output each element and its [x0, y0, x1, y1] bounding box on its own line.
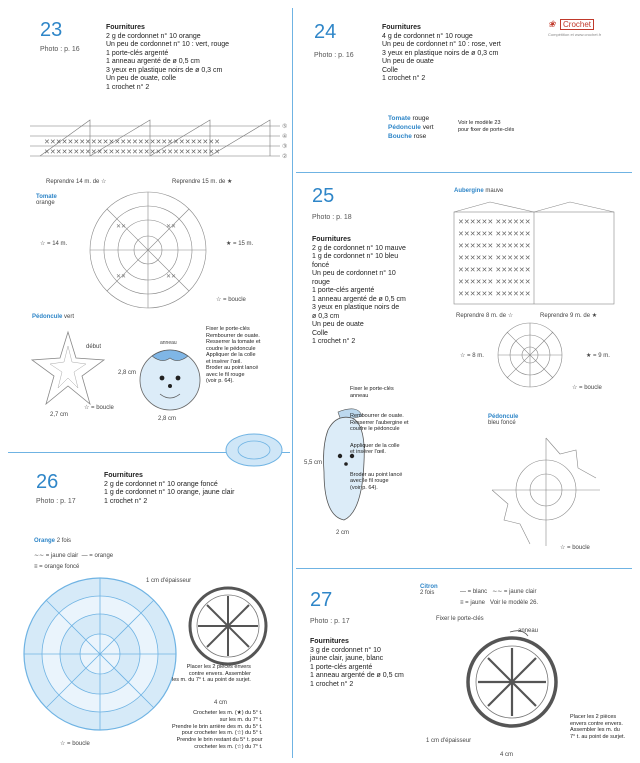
supply-item: jaune clair, jaune, blanc	[310, 655, 384, 662]
loop-note: ☆ = boucle	[572, 385, 602, 391]
instruction-line: Appliquer de la colle	[206, 352, 256, 358]
loop-note: ☆ = boucle	[60, 741, 90, 747]
ring-label: anneau	[160, 340, 177, 346]
note-line: Crocheter les m. (★) du 5° t.	[193, 710, 263, 716]
repeat-left-note: Reprendre 8 m. de ☆	[456, 313, 514, 319]
section-27-number: 27	[310, 589, 333, 611]
orange-slice-decoration	[222, 430, 286, 470]
supply-item: Un peu de cordonnet n° 10 : rose, vert	[382, 41, 501, 48]
orange-label: Orange 2 fois	[34, 538, 72, 544]
supply-item: ø 0,3 cm	[312, 312, 340, 320]
supplies-heading: Fournitures	[382, 24, 421, 31]
supply-item: Colle	[382, 66, 398, 74]
instruction-line: Fixer le porte-clés	[350, 386, 394, 392]
citron-label: Citron 2 fois	[420, 584, 438, 596]
instruction-line: Resserrer l'aubergine et	[350, 419, 409, 426]
svg-text:✕✕✕✕✕✕ ✕✕✕✕✕✕: ✕✕✕✕✕✕ ✕✕✕✕✕✕	[458, 278, 531, 286]
section-25-number: 25	[312, 185, 335, 207]
svg-text:✕✕✕✕✕✕ ✕✕✕✕✕✕: ✕✕✕✕✕✕ ✕✕✕✕✕✕	[458, 266, 531, 274]
brand-name: Crochet	[560, 19, 594, 30]
supply-item: 3 yeux en plastique noirs de ø 0,3 cm	[382, 49, 499, 57]
orange-crochet-notes	[172, 710, 263, 751]
svg-text:✕✕: ✕✕	[116, 224, 127, 230]
thickness-note: 1 cm d'épaisseur	[426, 738, 472, 744]
section-26-photo-ref: Photo : p. 17	[36, 498, 76, 505]
note-line: Prendre le brin restant du 5° t. pour	[176, 737, 263, 744]
instruction-line: avec le fil rouge	[350, 478, 389, 484]
section-27-supplies	[310, 638, 404, 689]
supply-item: Un peu de ouate	[312, 321, 364, 328]
orange-round-chart	[20, 574, 180, 734]
supplies-heading: Fournitures	[312, 236, 351, 243]
svg-text:✕✕✕✕✕✕ ✕✕✕✕✕✕: ✕✕✕✕✕✕ ✕✕✕✕✕✕	[458, 230, 531, 238]
instruction-line: Broder au point lancé	[350, 471, 403, 478]
supply-item: 2 g de cordonnet n° 10 orange foncé	[104, 480, 218, 488]
section-23-number: 23	[40, 19, 63, 41]
start-note: début	[86, 344, 102, 350]
height-note: 2,8 cm	[118, 370, 137, 376]
note-line: Voir le modèle 23	[458, 120, 501, 126]
legend-row: — = blanc ∼∼ = jaune clair	[460, 589, 537, 595]
divider-25-27	[296, 568, 632, 569]
svg-text:⑤: ⑤	[282, 124, 288, 130]
tomato-row-chart	[30, 116, 290, 172]
note-line: contre envers. Assembler	[188, 670, 251, 677]
supply-item: 2 g de cordonnet n° 10 orange	[106, 32, 201, 40]
supply-item: 1 anneau argenté de ø 0,5 cm	[310, 672, 404, 679]
note-line: 7° t. au point de surjet.	[570, 733, 626, 740]
ring-label: anneau	[518, 628, 539, 634]
width-note: 2 cm	[336, 530, 350, 536]
svg-text:✕✕✕✕✕✕✕✕✕✕✕✕✕✕✕✕✕✕✕✕✕✕✕✕✕✕✕✕✕✕: ✕✕✕✕✕✕✕✕✕✕✕✕✕✕✕✕✕✕✕✕✕✕✕✕✕✕✕✕✕✕	[44, 148, 220, 156]
right-count-note: ★ = 15 m.	[226, 241, 254, 247]
note-line: Placer les 2 pièces envers	[186, 664, 251, 670]
note-line: envers contre envers.	[570, 720, 623, 727]
instruction-line: coudre le pédoncule	[206, 345, 256, 352]
supply-item: 1 anneau argenté de ø 0,5 cm	[106, 58, 200, 65]
note-line: les m. du 7° t. au point de surjet.	[172, 677, 251, 683]
instruction-line: coudre le pédoncule	[350, 426, 400, 432]
supply-item: 4 g de cordonnet n° 10 rouge	[382, 32, 473, 40]
svg-text:③: ③	[282, 144, 288, 150]
tomato-round-chart	[80, 188, 220, 312]
repeat-left-note: Reprendre 14 m. de ☆	[46, 179, 107, 185]
section-24-note	[458, 120, 514, 134]
orange-wheel-illustration	[186, 584, 270, 668]
aubergine-label: Aubergine mauve	[454, 188, 504, 194]
aubergine-instructions	[350, 386, 409, 491]
divider-24-25	[296, 172, 632, 173]
instruction-line: Resserrer la tomate et	[206, 339, 261, 345]
section-27-photo-ref: Photo : p. 17	[310, 618, 350, 625]
note-line: pour crocheter les m. (☆) du 5° t.	[181, 730, 263, 737]
supplies-heading: Fournitures	[104, 472, 143, 479]
section-24-number: 24	[314, 21, 337, 43]
width2-note: 2,8 cm	[158, 416, 177, 422]
repeat-right-note: Reprendre 9 m. de ★	[540, 313, 598, 319]
section-24-photo-ref: Photo : p. 16	[314, 52, 354, 59]
instruction-line: et insérer l'œil.	[206, 358, 242, 365]
supply-item: 1 porte-clés argenté	[106, 49, 169, 57]
loop2-note: ☆ = boucle	[560, 545, 590, 551]
legend-row: ≡ = jaune Voir le modèle 26.	[460, 600, 539, 606]
note-line: Assembler les m. du	[570, 727, 620, 733]
supply-item: Un peu de ouate	[382, 58, 434, 65]
lemon-wheel-illustration	[462, 626, 562, 730]
supply-item: rouge	[312, 278, 330, 286]
section-24-colors	[388, 114, 434, 141]
supply-item: Un peu de ouate, colle	[106, 75, 177, 82]
supply-item: 3 g de cordonnet n° 10	[310, 646, 381, 654]
column-divider	[292, 8, 293, 758]
instruction-line: Appliquer de la colle	[350, 442, 400, 449]
supply-item: 1 porte-clés argenté	[312, 287, 375, 294]
aubergine-round-chart	[492, 320, 568, 390]
legend-row: ≡ = orange foncé	[34, 564, 80, 570]
supply-item: Un peu de cordonnet n° 10	[312, 270, 396, 277]
svg-text:✕✕✕✕✕✕✕✕✕✕✕✕✕✕✕✕✕✕✕✕✕✕✕✕✕✕✕✕✕✕: ✕✕✕✕✕✕✕✕✕✕✕✕✕✕✕✕✕✕✕✕✕✕✕✕✕✕✕✕✕✕	[44, 138, 220, 146]
left-count-note: ☆ = 14 m.	[40, 241, 68, 247]
svg-text:②: ②	[282, 154, 288, 160]
peduncle-label: Pédoncule bleu foncé	[488, 414, 519, 426]
instruction-line: et insérer l'œil.	[350, 449, 386, 455]
instruction-line: (voir p. 64).	[350, 484, 378, 491]
section-23-supplies	[106, 24, 229, 92]
lemon-assemble-note	[570, 714, 625, 740]
peduncle-star-chart	[30, 330, 110, 408]
repeat-right-note: Reprendre 15 m. de ★	[172, 179, 233, 185]
right-count-note: ★ = 9 m.	[586, 353, 610, 359]
loop2-note: ☆ = boucle	[84, 405, 114, 411]
aubergine-grid-chart	[450, 200, 622, 308]
loop-note: ☆ = boucle	[216, 297, 246, 303]
svg-text:✕✕✕✕✕✕ ✕✕✕✕✕✕: ✕✕✕✕✕✕ ✕✕✕✕✕✕	[458, 254, 531, 262]
instruction-line: anneau	[350, 392, 369, 399]
color-row: Pédoncule vert	[388, 124, 434, 131]
svg-text:✕✕: ✕✕	[116, 274, 127, 280]
note-line: Placer les 2 pièces	[570, 714, 617, 720]
orange-assemble-note	[172, 664, 251, 684]
supply-item: 1 crochet n° 2	[106, 83, 150, 91]
instruction-line: Rembourrer de ouate.	[206, 332, 260, 339]
instruction-line: Rembourrer de ouate.	[350, 413, 404, 419]
supplies-heading: Fournitures	[310, 638, 349, 645]
color-row: Tomate rouge	[388, 115, 430, 122]
tomato-character-illustration	[130, 334, 214, 418]
instruction-line: (voir p. 64).	[206, 378, 234, 384]
svg-text:✕✕✕✕✕✕ ✕✕✕✕✕✕: ✕✕✕✕✕✕ ✕✕✕✕✕✕	[458, 290, 531, 298]
supplies-heading: Fournitures	[106, 24, 145, 31]
svg-text:✕✕: ✕✕	[166, 224, 177, 230]
instruction-line: Broder au point lancé	[206, 365, 259, 371]
svg-text:✕✕✕✕✕✕ ✕✕✕✕✕✕: ✕✕✕✕✕✕ ✕✕✕✕✕✕	[458, 218, 531, 226]
brand-logo: ❀ Crochet Compétition et www.crochet.fr	[548, 14, 632, 37]
left-count-note: ☆ = 8 m.	[460, 353, 484, 359]
supply-item: 1 crochet n° 2	[382, 75, 426, 82]
width-note: 4 cm	[214, 700, 228, 706]
supply-item: foncé	[312, 261, 330, 269]
supply-item: 1 crochet n° 2	[104, 497, 148, 505]
peduncle-label: Pédoncule vert	[32, 314, 75, 320]
svg-text:④: ④	[282, 134, 288, 140]
section-24-supplies	[382, 24, 501, 84]
aubergine-peduncle-chart	[486, 434, 606, 554]
section-26-supplies	[104, 472, 234, 506]
instruction-line: avec le fil rouge	[206, 371, 245, 378]
supply-item: 1 anneau argenté de ø 0,5 cm	[312, 295, 406, 303]
width-note: 4 cm	[500, 752, 514, 758]
section-25-supplies	[312, 236, 406, 347]
color-row: Bouche rose	[388, 133, 427, 140]
section-26-number: 26	[36, 471, 59, 493]
supply-item: 1 g de cordonnet n° 10 orange, jaune clair	[104, 489, 235, 496]
fix-keyring-note: Fixer le porte-clés	[436, 616, 484, 622]
svg-text:✕✕: ✕✕	[166, 274, 177, 280]
note-line: Prendre le brin arrière des m. du 5° t.	[172, 723, 263, 730]
tomato-label: Tomate orange	[36, 194, 57, 206]
legend-row: ∼∼ = jaune clair — = orange	[34, 553, 114, 559]
tomato-instructions	[206, 326, 260, 385]
thickness-note: 1 cm d'épaisseur	[146, 578, 192, 584]
note-line: sur les m. du 7° t.	[219, 716, 263, 723]
width-note: 2,7 cm	[50, 412, 69, 418]
supply-item: Colle	[312, 329, 328, 337]
supply-item: Un peu de cordonnet n° 10 : vert, rouge	[106, 41, 230, 48]
note-line: crocheter les m. (☆) du 7° t.	[194, 743, 263, 750]
supply-item: 3 yeux en plastique noirs de ø 0,3 cm	[106, 66, 223, 74]
height-note: 5,5 cm	[304, 460, 323, 466]
supply-item: 1 g de cordonnet n° 10 bleu	[312, 253, 399, 260]
supply-item: 1 crochet n° 2	[312, 338, 356, 345]
supply-item: 1 crochet n° 2	[310, 680, 354, 688]
supply-item: 3 yeux en plastique noirs de	[312, 304, 400, 311]
instruction-line: Fixer le porte-clés	[206, 326, 250, 332]
note-line: pour fixer de porte-clés	[458, 127, 515, 133]
supply-item: 2 g de cordonnet n° 10 mauve	[312, 244, 406, 252]
svg-text:✕✕✕✕✕✕ ✕✕✕✕✕✕: ✕✕✕✕✕✕ ✕✕✕✕✕✕	[458, 242, 531, 250]
section-23-photo-ref: Photo : p. 16	[40, 46, 80, 53]
supply-item: 1 porte-clés argenté	[310, 663, 373, 671]
section-25-photo-ref: Photo : p. 18	[312, 214, 352, 221]
brand-tagline: Compétition et www.crochet.fr	[548, 32, 602, 37]
